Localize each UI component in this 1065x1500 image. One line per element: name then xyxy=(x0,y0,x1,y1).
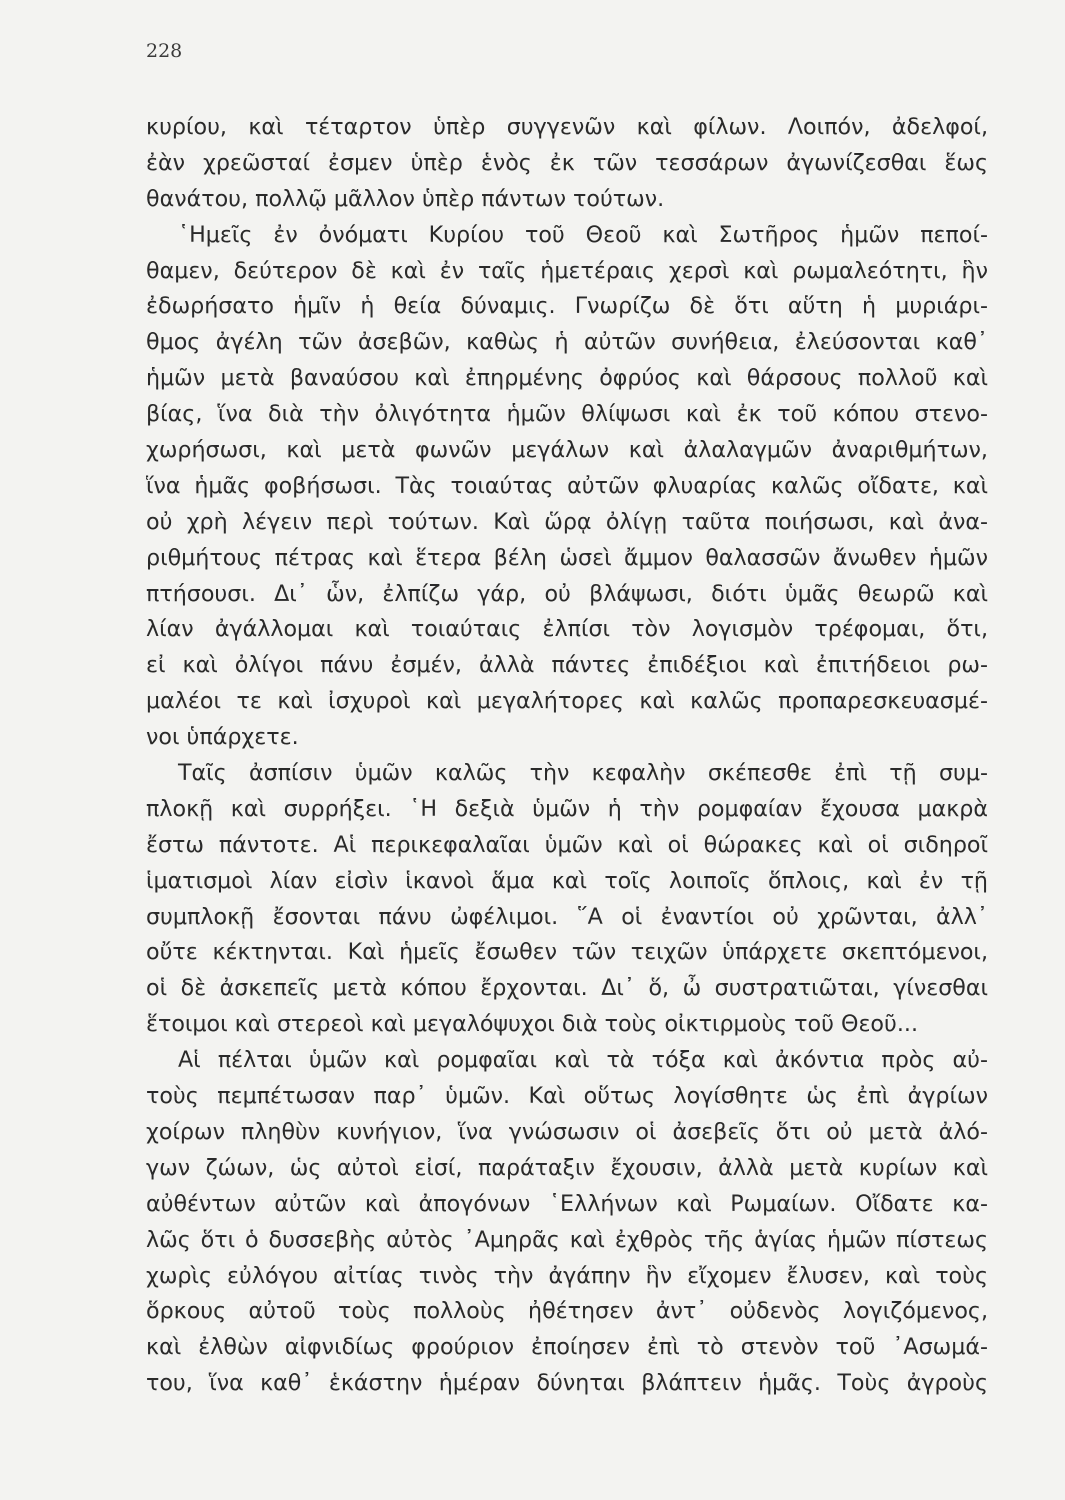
text-line: ἵνα ἡμᾶς φοβήσωσι. Τὰς τοιαύτας αὐτῶν φλυαρίας καλῶς οἴδατε, καὶ xyxy=(146,472,988,499)
text-line: αὐθέντων αὐτῶν καὶ ἀπογόνων ῾Ελλήνων καὶ Ρωμαίων. Οἴδατε κα- xyxy=(146,1190,988,1217)
text-line: εἰ καὶ ὀλίγοι πάνυ ἐσμέν, ἀλλὰ πάντες ἐπιδέξιοι καὶ ἐπιτήδειοι ρω- xyxy=(146,652,988,679)
text-line: ὅρκους αὐτοῦ τοὺς πολλοὺς ἠθέτησεν ἀντ᾽ οὐδενὸς λογιζόμενος, xyxy=(146,1298,988,1325)
text-line: οἱ δὲ ἀσκεπεῖς μετὰ κόπου ἔρχονται. Δι᾽ ὅ, ὦ συστρατιῶται, γίνεσθαι xyxy=(146,975,988,1002)
text-line: συμπλοκῇ ἔσονται πάνυ ὠφέλιμοι. ῞Α οἱ ἐναντίοι οὐ χρῶνται, ἀλλ᾽ xyxy=(146,903,988,930)
text-line: θανάτου, πολλῷ μᾶλλον ὑπὲρ πάντων τούτων. xyxy=(146,185,665,212)
text-line: τοὺς πεμπέτωσαν παρ᾽ ὑμῶν. Καὶ οὕτως λογίσθητε ὡς ἐπὶ ἀγρίων xyxy=(146,1083,988,1110)
body-text xyxy=(146,110,988,1402)
text-line: οὐ χρὴ λέγειν περὶ τούτων. Καὶ ὥρᾳ ὀλίγῃ ταῦτα ποιήσωσι, καὶ ἀνα- xyxy=(146,508,988,535)
text-line: λῶς ὅτι ὁ δυσσεβὴς αὐτὸς ᾽Αμηρᾶς καὶ ἐχθρὸς τῆς ἁγίας ἡμῶν πίστεως xyxy=(146,1226,988,1253)
text-line: βίας, ἵνα διὰ τὴν ὀλιγότητα ἡμῶν θλίψωσι καὶ ἐκ τοῦ κόπου στενο- xyxy=(146,401,988,428)
text-line: λίαν ἀγάλλομαι καὶ τοιαύταις ἐλπίσι τὸν λογισμὸν τρέφομαι, ὅτι, xyxy=(146,616,988,643)
text-line: ἐδωρήσατο ἡμῖν ἡ θεία δύναμις. Γνωρίζω δὲ ὅτι αὕτη ἡ μυριάρι- xyxy=(146,293,988,320)
text-line: κυρίου, καὶ τέταρτον ὑπὲρ συγγενῶν καὶ φίλων. Λοιπόν, ἀδελφοί, xyxy=(146,114,988,140)
text-line: ἔστω πάντοτε. Αἱ περικεφαλαῖαι ὑμῶν καὶ οἱ θώρακες καὶ οἱ σιδηροῖ xyxy=(146,831,988,858)
text-line: θαμεν, δεύτερον δὲ καὶ ἐν ταῖς ἡμετέραις χερσὶ καὶ ρωμαλεότητι, ἣν xyxy=(146,257,988,284)
text-line: Αἱ πέλται ὑμῶν καὶ ρομφαῖαι καὶ τὰ τόξα καὶ ἀκόντια πρὸς αὐ- xyxy=(178,1047,988,1074)
paragraph xyxy=(146,110,988,218)
paragraph xyxy=(146,756,988,1043)
text-line: θμος ἀγέλη τῶν ἀσεβῶν, καθὼς ἡ αὐτῶν συνήθεια, ἐλεύσονται καθ᾽ xyxy=(146,329,988,356)
text-line: χωρὶς εὐλόγου αἰτίας τινὸς τὴν ἀγάπην ἣν εἴχομεν ἔλυσεν, καὶ τοὺς xyxy=(146,1262,988,1289)
page-number: 228 xyxy=(146,40,183,62)
text-line: μαλέοι τε καὶ ἰσχυροὶ καὶ μεγαλήτορες καὶ καλῶς προπαρεσκευασμέ- xyxy=(146,688,988,715)
text-line: πλοκῇ καὶ συρρήξει. ῾Η δεξιὰ ὑμῶν ἡ τὴν ρομφαίαν ἔχουσα μακρὰ xyxy=(146,795,988,822)
text-line: ἕτοιμοι καὶ στερεοὶ καὶ μεγαλόψυχοι διὰ τοὺς οἰκτιρμοὺς τοῦ Θεοῦ... xyxy=(146,1011,919,1038)
text-line: ἡμῶν μετὰ βαναύσου καὶ ἐπηρμένης ὀφρύος καὶ θάρσους πολλοῦ καὶ xyxy=(146,365,988,392)
text-line: ριθμήτους πέτρας καὶ ἕτερα βέλη ὡσεὶ ἄμμον θαλασσῶν ἄνωθεν ἡμῶν xyxy=(146,544,988,571)
text-line: ἱματισμοὶ λίαν εἰσὶν ἱκανοὶ ἅμα καὶ τοῖς λοιποῖς ὅπλοις, καὶ ἐν τῇ xyxy=(146,867,988,894)
text-line: χωρήσωσι, καὶ μετὰ φωνῶν μεγάλων καὶ ἀλαλαγμῶν ἀναριθμήτων, xyxy=(146,437,988,464)
text-line: πτήσουσι. Δι᾽ ὧν, ἐλπίζω γάρ, οὐ βλάψωσι, διότι ὑμᾶς θεωρῶ καὶ xyxy=(146,580,988,607)
text-line: καὶ ἐλθὼν αἰφνιδίως φρούριον ἐποίησεν ἐπὶ τὸ στενὸν τοῦ ᾽Ασωμά- xyxy=(146,1334,988,1361)
text-line: χοίρων πληθὺν κυνήγιον, ἵνα γνώσωσιν οἱ ἀσεβεῖς ὅτι οὐ μετὰ ἀλό- xyxy=(146,1118,988,1145)
text-line: ῾Ημεῖς ἐν ὀνόματι Κυρίου τοῦ Θεοῦ καὶ Σωτῆρος ἡμῶν πεποί- xyxy=(178,221,988,248)
paragraph xyxy=(146,1043,988,1402)
text-line: Ταῖς ἀσπίσιν ὑμῶν καλῶς τὴν κεφαλὴν σκέπεσθε ἐπὶ τῇ συμ- xyxy=(178,760,988,787)
text-line: νοι ὑπάρχετε. xyxy=(146,724,299,751)
text-line: γων ζώων, ὡς αὐτοὶ εἰσί, παράταξιν ἔχουσιν, ἀλλὰ μετὰ κυρίων καὶ xyxy=(146,1154,988,1181)
text-line: ἐὰν χρεῶσταί ἐσμεν ὑπὲρ ἑνὸς ἐκ τῶν τεσσάρων ἀγωνίζεσθαι ἕως xyxy=(146,149,988,176)
paragraph xyxy=(146,218,988,756)
text-line: οὔτε κέκτηνται. Καὶ ἡμεῖς ἔσωθεν τῶν τειχῶν ὑπάρχετε σκεπτόμενοι, xyxy=(146,939,988,966)
text-line: του, ἵνα καθ᾽ ἑκάστην ἡμέραν δύνηται βλάπτειν ἡμᾶς. Τοὺς ἀγροὺς xyxy=(146,1370,988,1397)
